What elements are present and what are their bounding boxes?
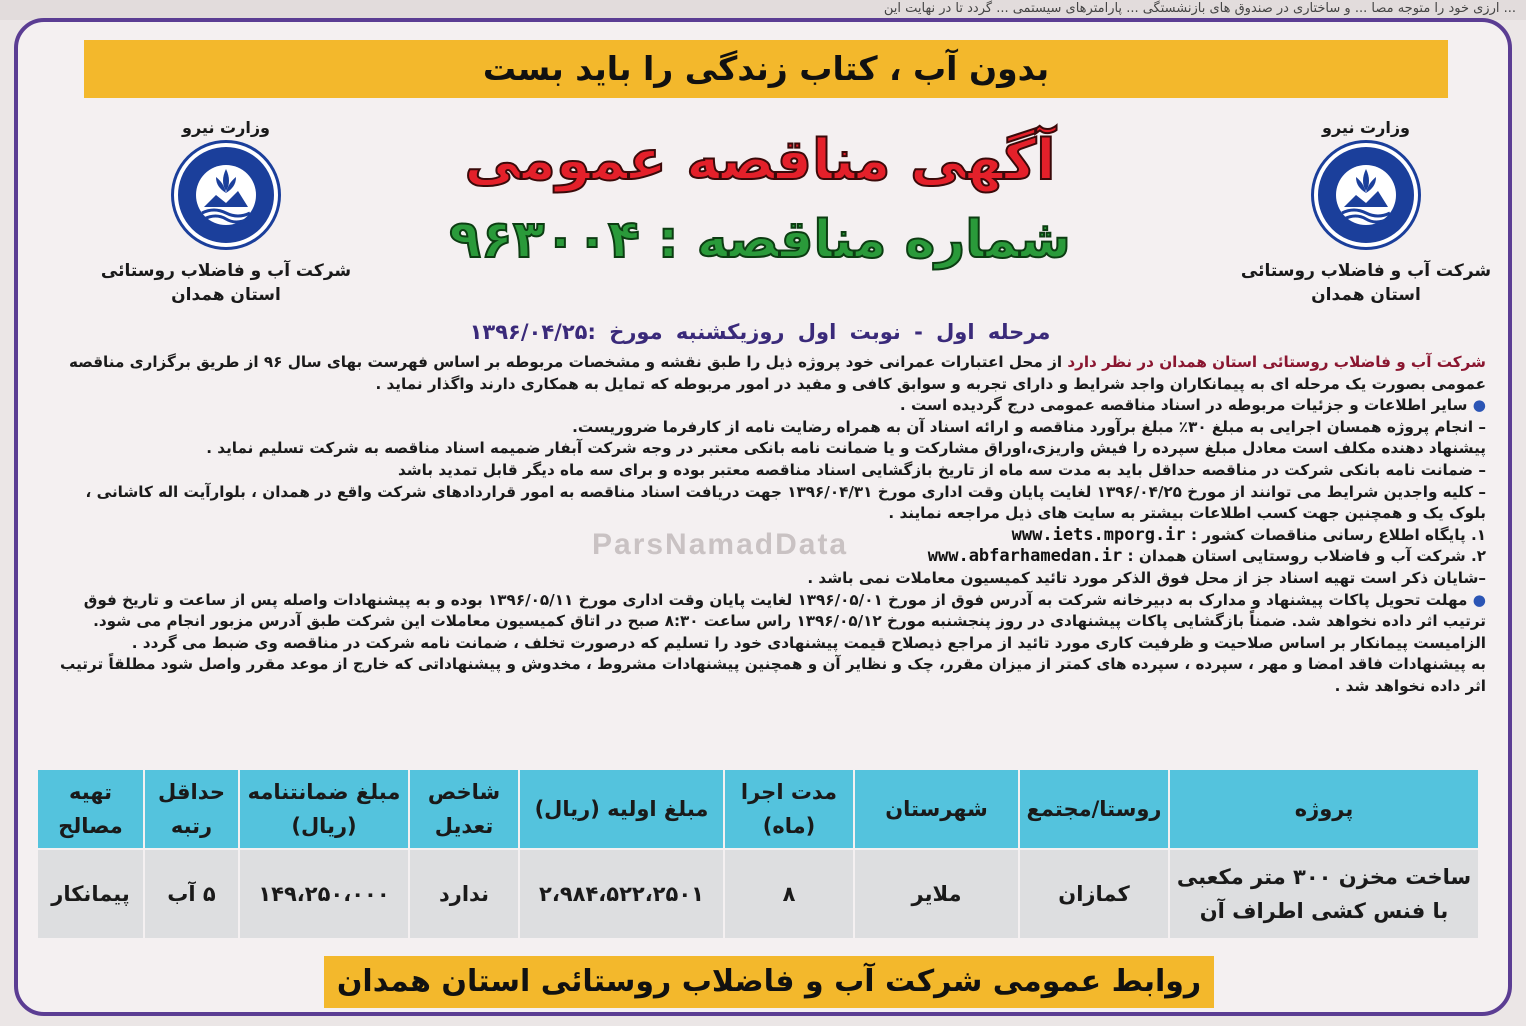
header-min-grade: حداقل رتبه xyxy=(144,769,239,849)
iets-website-link[interactable]: www.iets.mporg.ir xyxy=(1011,524,1186,545)
intro-rest: از محل اعتبارات عمرانی خود پروژه ذیل را طبق نقشه و مشخصات مربوطه بر اساس فهرست بهای سال ۹۶ از طریق برگزاری مناقصه عمومی بصورت یک مرحله ای به پیمانکاران واجد شرایط و دارای تجربه و سوابق کافی و مفید در امور مربوطه که تمایل به همکاری دارند واگذار نماید . xyxy=(68,353,1486,393)
notice-title: آگهی مناقصه عمومی xyxy=(464,128,1056,193)
cell-county: ملایر xyxy=(854,849,1019,939)
stage-date-line: مرحله اول - نوبت اول روزیکشنبه مورخ :۱۳۹۶/۰۴/۲۵ xyxy=(469,320,1051,344)
notice-body xyxy=(46,352,1486,698)
abfar-website-link[interactable]: www.abfarhamedan.ir xyxy=(927,546,1123,567)
company-name xyxy=(96,259,356,307)
tender-number: شماره مناقصه : ۹۶۳۰۰۴ xyxy=(449,210,1071,270)
cell-duration: ۸ xyxy=(724,849,854,939)
intro-paragraph xyxy=(46,352,1486,395)
table-header-row xyxy=(37,769,1479,849)
slogan-banner: بدون آب ، کتاب زندگی را باید بست xyxy=(84,40,1448,98)
public-relations-banner: روابط عمومی شرکت آب و فاضلاب روستائی استان همدان xyxy=(324,956,1214,1008)
water-company-logo-icon xyxy=(174,143,278,247)
header-guarantee-amount: مبلغ ضمانتنامه (ریال) xyxy=(239,769,409,849)
body-item: – ضمانت نامه بانکی شرکت در مناقصه حداقل باید به مدت سه ماه از تاریخ بازگشایی اسناد مناقصه معتبر بوده و برای سه ماه دیگر قابل تمدید باشد xyxy=(397,460,1486,479)
emblem-block-left xyxy=(96,118,356,307)
header-adjustment-index: شاخص تعدیل xyxy=(409,769,519,849)
ministry-label: وزارت نیرو xyxy=(1322,118,1410,137)
table-row xyxy=(37,849,1479,939)
emblem-block-right xyxy=(1236,118,1496,307)
company-name-line2: استان همدان xyxy=(1311,285,1421,305)
cell-adjustment-index: ندارد xyxy=(409,849,519,939)
header-village: روستا/مجتمع xyxy=(1019,769,1169,849)
website-item-2: ۲. شرکت آب و فاضلاب روستایی استان همدان : www.abfarhamedan.ir xyxy=(927,546,1486,567)
watermark: ParsNamadData xyxy=(592,528,849,561)
body-item: – انجام پروژه همسان اجرایی به مبلغ ۳۰٪ مبلغ برآورد مناقصه و ارائه اسناد آن به همراه رضایت نامه از کارفرما ضروریست. xyxy=(572,417,1486,436)
ministry-label: وزارت نیرو xyxy=(182,118,270,137)
body-item: –شایان ذکر است تهیه اسناد جز از محل فوق الذکر مورد تائید کمیسیون معاملات نمی باشد . xyxy=(807,568,1486,587)
header-project: پروژه xyxy=(1169,769,1479,849)
intro-highlight: شرکت آب و فاضلاب روستائی استان همدان در نظر دارد xyxy=(1067,353,1486,371)
water-company-logo-icon xyxy=(1314,143,1418,247)
body-item: پیشنهاد دهنده مکلف است معادل مبلغ سپرده را فیش واریزی،اوراق مشارکت و یا ضمانت نامه بانکی معتبر در وجه شرکت آبفار ضمیمه اسناد مناقصه به شرکت تسلیم نماید . xyxy=(206,439,1486,458)
website-item-1: ۱. پایگاه اطلاع رسانی مناقصات کشور : www.iets.mporg.ir xyxy=(1011,524,1486,545)
body-item: ● سایر اطلاعات و جزئیات مربوطه در اسناد مناقصه عمومی درج گردیده است . xyxy=(899,396,1486,415)
cell-min-grade: ۵ آب xyxy=(144,849,239,939)
body-item: به پیشنهادات فاقد امضا و مهر ، سپرده ، سپرده های کمتر از میزان مقرر، چک و نظایر آن و همچنین پیشنهادات مشروط ، مخدوش و پیشنهاداتی که خارج از موعد مقرر واصل شود مطلقاً ترتیب اثر داده نخواهد شد . xyxy=(60,655,1486,695)
cell-guarantee-amount: ۱۴۹،۲۵۰،۰۰۰ xyxy=(239,849,409,939)
bullet-icon: ● xyxy=(1467,396,1486,415)
bullet-icon: ● xyxy=(1467,590,1486,609)
previous-article-strip: ... ارزی خود را متوجه مصا ... و ساختاری در صندوق های بازنشستگی ... پارامترهای سیستمی ... گردد تا در نهایت این xyxy=(0,0,1526,20)
header-county: شهرستان xyxy=(854,769,1019,849)
body-item: – کلیه واجدین شرایط می توانند از مورخ ۱۳۹۶/۰۴/۲۵ لغایت پایان وقت اداری مورخ ۱۳۹۶/۰۴/۳۱ جهت دریافت اسناد مناقصه به امور قراردادهای شرکت واقع در همدان ، بلوارآیت اله کاشانی ، بلوک یک و همچنین جهت کسب اطلاعات بیشتر به سایت های ذیل مراجعه نمایند . xyxy=(85,482,1486,523)
header-initial-amount: مبلغ اولیه (ریال) xyxy=(519,769,724,849)
cell-project: ساخت مخزن ۳۰۰ متر مکعبی با فنس کشی اطراف آن xyxy=(1169,849,1479,939)
company-name-line1: شرکت آب و فاضلاب روستائی xyxy=(1240,261,1492,281)
cell-initial-amount: ۲،۹۸۴،۵۲۲،۲۵۰۱ xyxy=(519,849,724,939)
tender-table xyxy=(36,768,1480,940)
company-name-line1: شرکت آب و فاضلاب روستائی xyxy=(100,261,352,281)
company-name xyxy=(1236,259,1496,307)
header-materials: تهیه مصالح xyxy=(37,769,144,849)
company-name-line2: استان همدان xyxy=(171,285,281,305)
cell-materials: پیمانکار xyxy=(37,849,144,939)
header-duration: مدت اجرا (ماه) xyxy=(724,769,854,849)
body-item: ● مهلت تحویل پاکات پیشنهاد و مدارک به دبیرخانه شرکت به آدرس فوق از مورخ ۱۳۹۶/۰۵/۰۱ لغایت پایان وقت اداری مورخ ۱۳۹۶/۰۵/۱۱ بوده و به پیشنهادات واصله پس از ساعت و تاریخ فوق ترتیب اثر داده نخواهد شد. ضمناً بازگشایی پاکات پیشنهادی در روز پنجشنبه مورخ ۱۳۹۶/۰۵/۱۲ راس ساعت ۸:۳۰ صبح در اتاق کمیسیون معاملات این شرکت طبق آدرس مزبور انجام می شود. xyxy=(83,590,1486,631)
body-item: الزامیست پیمانکار بر اساس صلاحیت و ظرفیت کاری مورد تائید از مراجع ذیصلاح قیمت پیشنهادی خود را تسلیم که درصورت تخلف ، ضمانت نامه شرکت در مناقصه وی ضبط می گردد . xyxy=(131,633,1486,652)
cell-village: کمازان xyxy=(1019,849,1169,939)
